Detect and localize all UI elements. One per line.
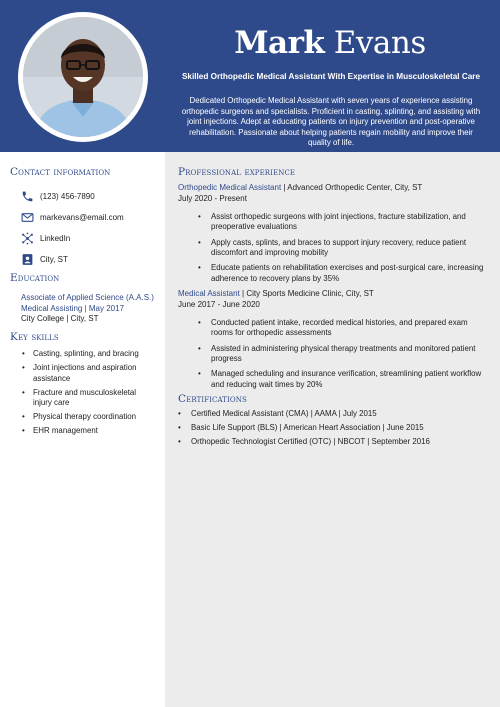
job-bullet: • Conducted patient intake, recorded medical histories, and prepared exam rooms for orthopedic assessments — [178, 318, 490, 339]
main-column — [165, 152, 500, 707]
skill-item: • Joint injections and aspiration assistance — [20, 363, 150, 384]
certification-item: • Basic Life Support (BLS) | American Heart Association | June 2015 — [178, 423, 490, 434]
job-entry-2 — [178, 288, 490, 395]
last-name: Evans — [333, 25, 426, 61]
linkedin-icon — [20, 232, 34, 246]
job-bullets — [178, 318, 490, 390]
education-entry — [21, 293, 161, 325]
program: Medical Assisting — [21, 303, 83, 313]
contact-linkedin[interactable] — [20, 228, 124, 249]
job-company: | Advanced Orthopedic Center, City, ST — [283, 183, 423, 192]
job-entry-1 — [178, 182, 490, 289]
job-role: Medical Assistant — [178, 289, 240, 298]
job-bullet: • Educate patients on rehabilitation exercises and post-surgical care, increasing adherence to recovery plans by 35% — [178, 263, 490, 284]
contact-linkedin-text: LinkedIn — [40, 234, 71, 243]
graduation-date: May 2017 — [88, 303, 125, 313]
contact-phone[interactable] — [20, 186, 124, 207]
contact-email-text: markevans@email.com — [40, 213, 124, 222]
contact-location-text: City, ST — [40, 255, 68, 264]
certifications-list — [178, 409, 490, 451]
sidebar — [0, 152, 165, 707]
profile-photo — [23, 17, 143, 137]
phone-icon — [20, 190, 34, 204]
certification-item: • Certified Medical Assistant (CMA) | AAMA | July 2015 — [178, 409, 490, 420]
degree: Associate of Applied Science (A.A.S.) — [21, 293, 154, 302]
job-bullet: • Assist orthopedic surgeons with joint injections, fracture stabilization, and preoperative evaluations — [178, 212, 490, 233]
contact-list — [20, 186, 124, 270]
contact-location — [20, 249, 124, 270]
job-dates: June 2017 - June 2020 — [178, 300, 260, 309]
job-title-line — [178, 288, 490, 299]
header-banner — [0, 0, 500, 152]
contact-section-title: Contact information — [10, 166, 111, 178]
contact-email[interactable] — [20, 207, 124, 228]
summary: Dedicated Orthopedic Medical Assistant with seven years of experience assisting orthopedic surgeons and specialists. Proficient in casting, splinting, and assisting with joint injections. Adept at educating patients on injury prevention and post-operative rehabilitation. Passionate about helping patients regain mobility and improve their quality of life. — [181, 96, 481, 147]
first-name: Mark — [234, 25, 325, 61]
job-bullets — [178, 212, 490, 284]
education-program-line: Medical Assisting | May 2017 — [21, 303, 125, 313]
job-title-line — [178, 182, 490, 193]
job-company: | City Sports Medicine Clinic, City, ST — [242, 289, 374, 298]
certification-item: • Orthopedic Technologist Certified (OTC) | NBCOT | September 2016 — [178, 437, 490, 448]
headline: Skilled Orthopedic Medical Assistant With Expertise in Musculoskeletal Care — [181, 72, 481, 81]
job-bullet: • Apply casts, splints, and braces to support injury recovery, reduce patient discomfort and improving mobility — [178, 238, 490, 259]
location-icon — [20, 253, 34, 267]
certifications-section-title: Certifications — [178, 393, 247, 405]
skill-item: • Fracture and musculoskeletal injury care — [20, 388, 150, 409]
education-section-title: Education — [10, 272, 60, 284]
candidate-name — [160, 22, 500, 64]
skills-list — [20, 349, 150, 440]
skill-item: • Physical therapy coordination — [20, 412, 150, 423]
experience-section-title: Professional experience — [178, 166, 296, 178]
job-dates: July 2020 - Present — [178, 194, 247, 203]
school: City College | City, ST — [21, 314, 99, 323]
job-role: Orthopedic Medical Assistant — [178, 183, 282, 192]
email-icon — [20, 211, 34, 225]
contact-phone-text: (123) 456-7890 — [40, 192, 95, 201]
profile-photo-frame — [18, 12, 148, 142]
skills-section-title: Key skills — [10, 331, 59, 343]
job-bullet: • Managed scheduling and insurance verification, streamlining patient workflow and reducing wait times by 20% — [178, 369, 490, 390]
job-bullet: • Assisted in administering physical therapy treatments and monitored patient progress — [178, 344, 490, 365]
skill-item: • Casting, splinting, and bracing — [20, 349, 150, 360]
skill-item: • EHR management — [20, 426, 150, 437]
